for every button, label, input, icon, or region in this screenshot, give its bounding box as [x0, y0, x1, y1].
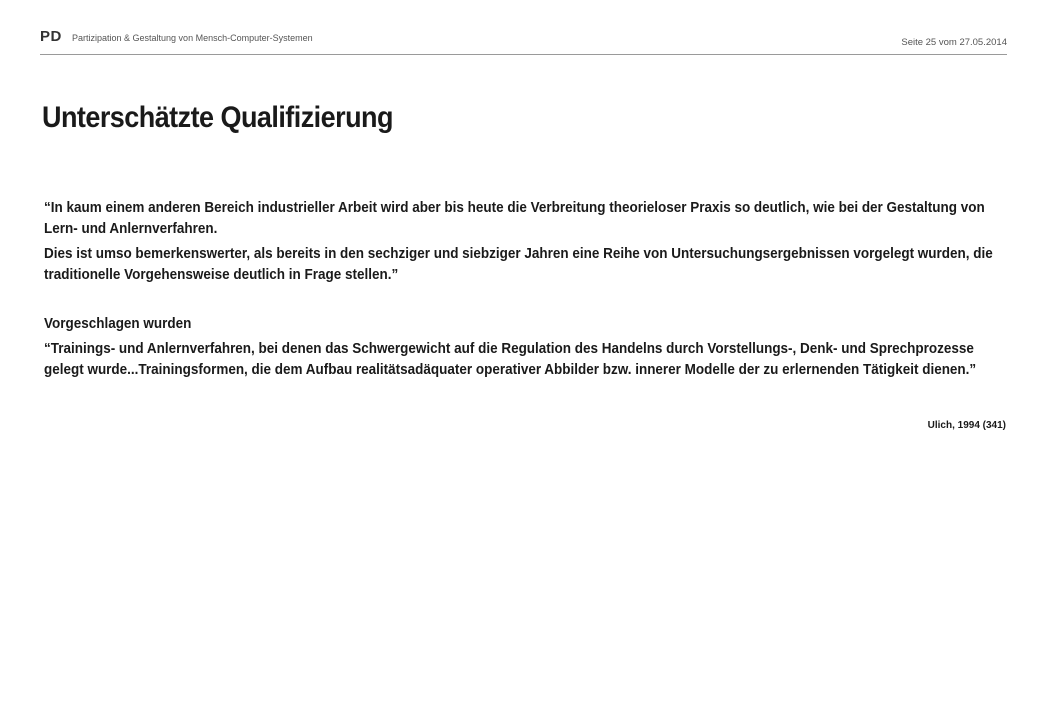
quote-paragraph-3: “Trainings- und Anlernverfahren, bei denen das Schwergewicht auf die Regulation des Handelns durch Vorstellungs-, Denk- und Sprechprozesse gelegt wurde...Trainingsformen, die dem Aufbau realitätsadäquater operativer Abbilder bzw. innerer Modelle der zu erlernenden Tätigkeit dienen.” — [44, 341, 977, 378]
header-divider — [40, 54, 1007, 55]
slide-title: Unterschätzte Qualifizierung — [42, 101, 393, 134]
slide-header — [40, 28, 1007, 54]
quote-paragraph-1: “In kaum einem anderen Bereich industrieller Arbeit wird aber bis heute die Verbreitung theorieloser Praxis so deutlich, wie bei der Gestaltung von Lern- und Anlernverfahren. — [44, 200, 985, 237]
citation: Ulich, 1994 (341) — [927, 420, 1006, 431]
slide-body — [44, 198, 1006, 381]
header-subtitle: Partizipation & Gestaltung von Mensch-Computer-Systemen — [72, 33, 313, 43]
quote-paragraph-2: Dies ist umso bemerkenswerter, als bereits in den sechziger und siebziger Jahren eine Reihe von Untersuchungsergebnissen vorgelegt wurden, die traditionelle Vorgehensweise deutlich in Frage stellen.” — [44, 246, 993, 283]
lead-in-text: Vorgeschlagen wurden — [44, 316, 192, 332]
brand-logo: PD — [40, 28, 62, 45]
page-info: Seite 25 vom 27.05.2014 — [901, 37, 1007, 48]
